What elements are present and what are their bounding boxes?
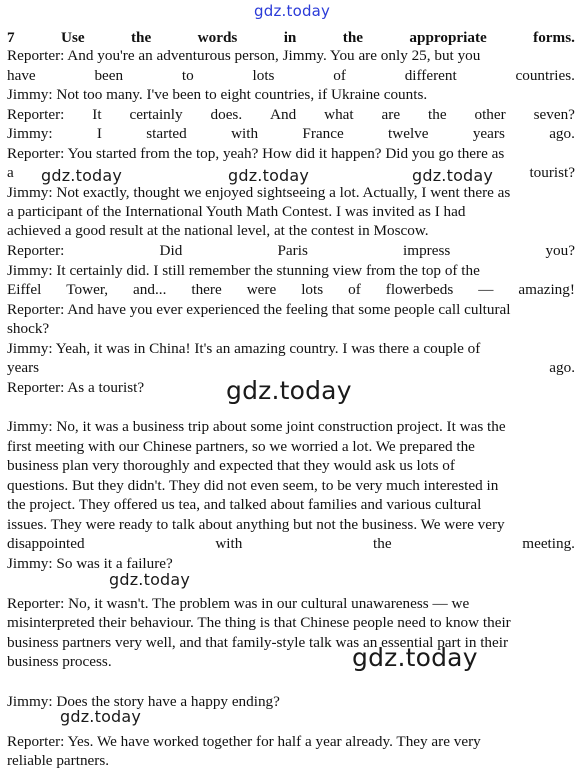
- text-line: questions. But they didn't. They did not even seem, to be very much interested in: [7, 477, 499, 494]
- word: what: [324, 106, 354, 123]
- word: with: [231, 125, 259, 142]
- text-line: Jimmy: Not too many. I've been to eight countries, if Ukraine counts.: [7, 86, 428, 103]
- watermark: gdz.today: [109, 570, 191, 589]
- text-line: business partners very well, and that family-style talk was an essential part in their: [7, 634, 509, 651]
- word: the: [428, 106, 447, 123]
- text-line: [7, 124, 575, 144]
- word: lots: [301, 281, 324, 298]
- text-line: [7, 241, 575, 261]
- text-line: [7, 66, 575, 86]
- word: It: [92, 106, 102, 123]
- word: Reporter:: [7, 106, 65, 123]
- word: and...: [133, 281, 167, 298]
- word: France: [302, 125, 344, 142]
- word: with: [215, 535, 243, 552]
- word: the: [373, 535, 392, 552]
- word: disappointed: [7, 535, 85, 552]
- word: meeting.: [522, 535, 575, 552]
- word: Tower,: [66, 281, 109, 298]
- word: you?: [545, 242, 575, 259]
- watermark: gdz.today: [254, 2, 331, 20]
- text-line: Jimmy: It certainly did. I still remember the stunning view from the top of the: [7, 262, 480, 279]
- text-line: a participant of the International Youth Math Contest. I was invited as I had: [7, 203, 466, 220]
- word: tourist?: [529, 164, 575, 181]
- text-line: misinterpreted their behaviour. The thing is that Chinese people need to know their: [7, 614, 511, 631]
- text-line: Jimmy: So was it a failure?: [7, 555, 173, 572]
- word: different: [404, 67, 457, 84]
- word: seven?: [533, 106, 575, 123]
- text-line: Jimmy: No, it was a business trip about some joint construction project. It was the: [7, 418, 506, 435]
- text-line: [7, 358, 575, 378]
- text-line: [7, 280, 575, 300]
- word: ago.: [549, 125, 575, 142]
- text-line: Reporter: As a tourist?: [7, 379, 145, 396]
- text-line: [7, 105, 575, 125]
- word: the: [342, 29, 364, 46]
- word: lots: [252, 67, 275, 84]
- word: have: [7, 67, 36, 84]
- word: forms.: [533, 29, 575, 46]
- word: started: [146, 125, 187, 142]
- watermark: gdz.today: [41, 166, 123, 185]
- word: twelve: [388, 125, 429, 142]
- word: to: [181, 67, 194, 84]
- text-line: Reporter: Yes. We have worked together for half a year already. They are very: [7, 733, 481, 750]
- word: amazing!: [518, 281, 575, 298]
- word: And: [270, 106, 297, 123]
- text-line: business plan very thoroughly and expected that they would ask us lots of: [7, 457, 455, 474]
- word: in: [283, 29, 297, 46]
- word: appropriate: [409, 29, 487, 46]
- word: I: [96, 125, 102, 142]
- word: are: [381, 106, 401, 123]
- text-line: Jimmy: Yeah, it was in China! It's an amazing country. I was there a couple of: [7, 340, 481, 357]
- word: Did: [159, 242, 183, 259]
- word: of: [333, 67, 346, 84]
- text-line: first meeting with our Chinese partners, so we worried a lot. We prepared the: [7, 438, 475, 455]
- text-line: shock?: [7, 320, 50, 337]
- word: Eiffel: [7, 281, 42, 298]
- watermark: gdz.today: [226, 376, 352, 405]
- word: Reporter:: [7, 242, 65, 259]
- watermark: gdz.today: [412, 166, 494, 185]
- word: Jimmy:: [7, 125, 53, 142]
- word: ago.: [549, 359, 575, 376]
- text-line: Jimmy: Not exactly, thought we enjoyed sightseeing a lot. Actually, I went there as: [7, 184, 511, 201]
- text-line: Reporter: And you're an adventurous person, Jimmy. You are only 25, but you: [7, 47, 481, 64]
- text-line: [7, 534, 575, 554]
- word: been: [94, 67, 124, 84]
- text-line: achieved a good result at the national level, at the contest in Moscow.: [7, 222, 429, 239]
- word: impress: [403, 242, 451, 259]
- word: Paris: [277, 242, 308, 259]
- text-line: Reporter: And have you ever experienced the feeling that some people call cultural: [7, 301, 511, 318]
- text-line: issues. They were ready to talk about anything but not the business. We were very: [7, 516, 505, 533]
- word: there: [191, 281, 222, 298]
- text-line: the project. They offered us tea, and talked about families and various cultural: [7, 496, 482, 513]
- word: countries.: [515, 67, 575, 84]
- exercise-title: [7, 28, 575, 48]
- word: years: [472, 125, 505, 142]
- word: other: [474, 106, 506, 123]
- word: Use: [60, 29, 85, 46]
- word: years: [7, 359, 40, 376]
- watermark: gdz.today: [352, 643, 478, 672]
- word: were: [246, 281, 277, 298]
- word: flowerbeds: [385, 281, 454, 298]
- text-line: Reporter: You started from the top, yeah? How did it happen? Did you go there as: [7, 145, 505, 162]
- word: words: [197, 29, 238, 46]
- word: the: [131, 29, 152, 46]
- word: of: [348, 281, 361, 298]
- word: a: [7, 164, 14, 181]
- watermark: gdz.today: [228, 166, 310, 185]
- word: does.: [210, 106, 243, 123]
- word: certainly: [129, 106, 183, 123]
- text-line: Reporter: No, it wasn't. The problem was in our cultural unawareness — we: [7, 595, 470, 612]
- text-line: business process.: [7, 653, 112, 670]
- word: —: [478, 281, 494, 298]
- text-line: Jimmy: Does the story have a happy ending?: [7, 693, 280, 710]
- word: 7: [7, 29, 15, 46]
- text-line: reliable partners.: [7, 752, 110, 769]
- watermark: gdz.today: [60, 707, 142, 726]
